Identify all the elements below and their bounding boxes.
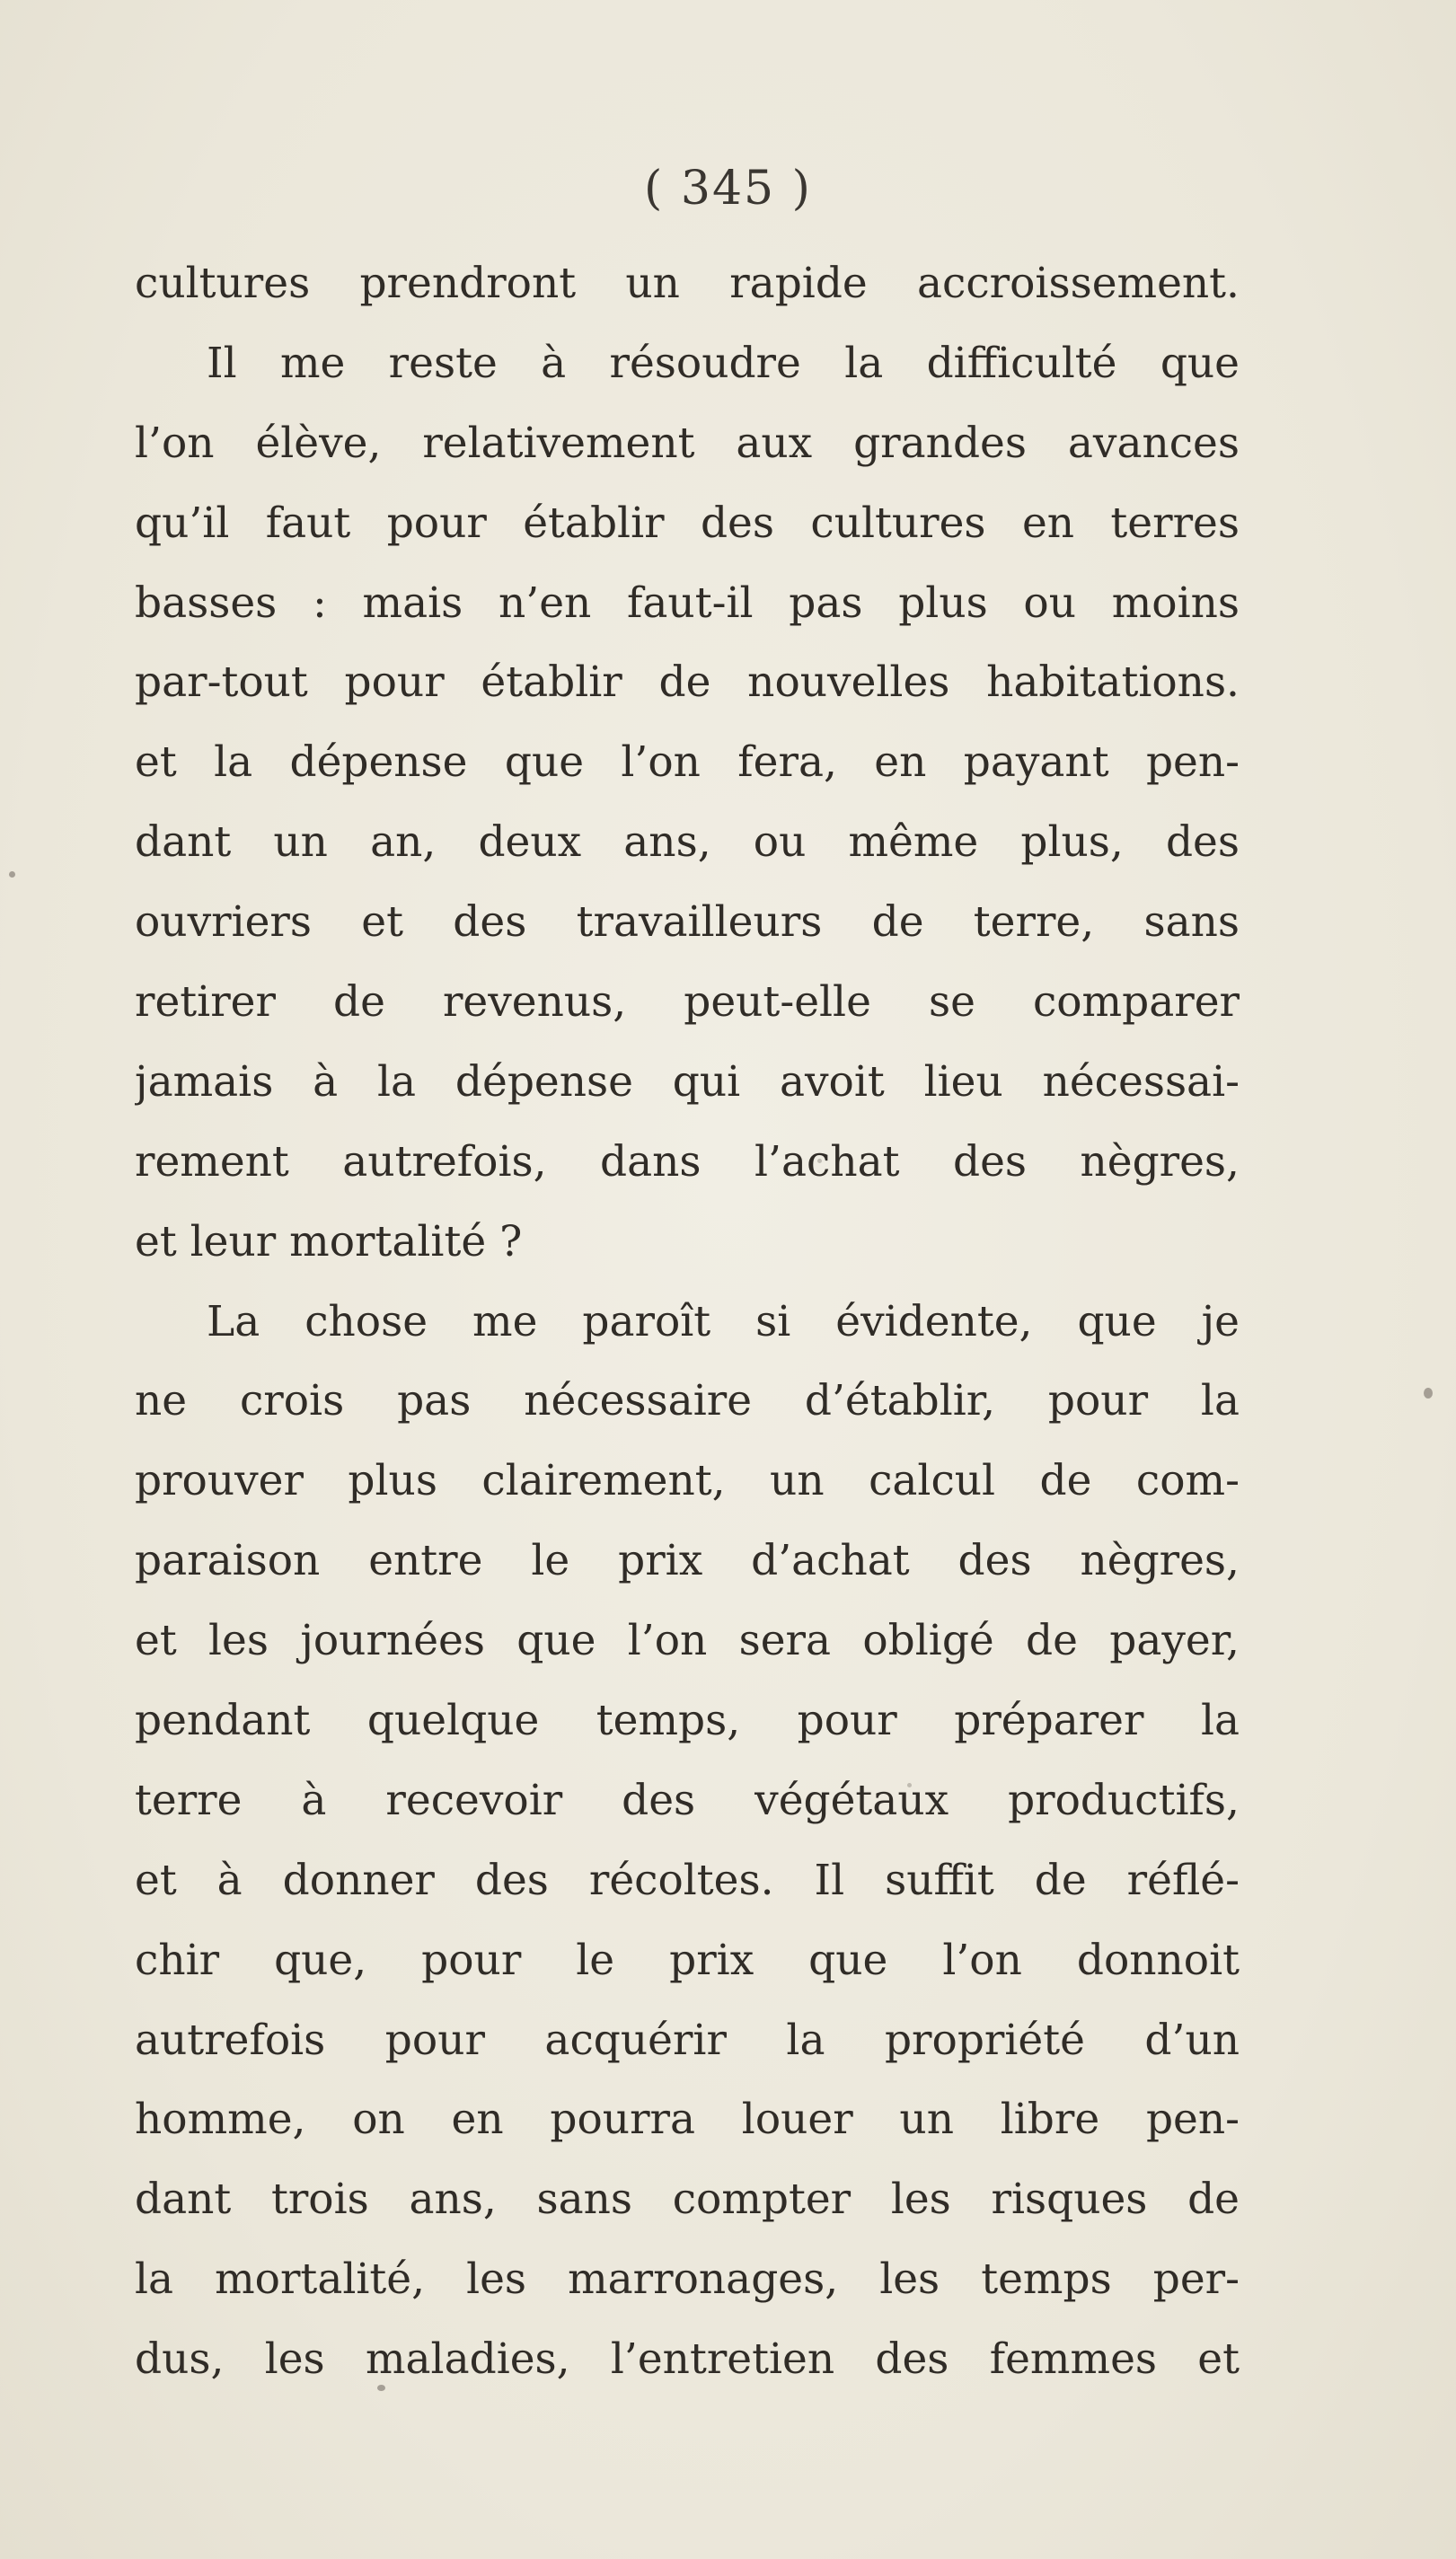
text-line: ouvriers et des travailleurs de terre, sans	[135, 897, 1240, 948]
text-line: La chose me paroît si évidente, que je	[207, 1296, 1240, 1346]
text-line: dant un an, deux ans, ou même plus, des	[135, 817, 1240, 868]
text-line: homme, on en pourra louer un libre pen-	[135, 2095, 1240, 2145]
text-line: jamais à la dépense qui avoit lieu nécessai-	[135, 1056, 1240, 1107]
text-line: qu’il faut pour établir des cultures en terres	[135, 498, 1240, 548]
text-line: retirer de revenus, peut-elle se comparer	[135, 977, 1240, 1028]
text-line: cultures prendront un rapide accroissement.	[135, 259, 1240, 308]
paper-speck	[9, 871, 15, 878]
text-line: prouver plus clairement, un calcul de com-	[135, 1456, 1240, 1506]
text-line: l’on élève, relativement aux grandes avances	[135, 418, 1240, 468]
text-line: dant trois ans, sans compter les risques de	[135, 2175, 1240, 2225]
text-line: paraison entre le prix d’achat des nègres,	[135, 1536, 1240, 1586]
text-line: chir que, pour le prix que l’on donnoit	[135, 1935, 1240, 1985]
text-line: dus, les maladies, l’entretien des femmes et	[135, 2334, 1240, 2385]
text-line: et à donner des récoltes. Il suffit de réflé-	[135, 1855, 1240, 1905]
paper-speck	[817, 1159, 822, 1163]
text-line: rement autrefois, dans l’achat des nègres,	[135, 1136, 1240, 1187]
text-line: Il me reste à résoudre la difficulté que	[207, 338, 1240, 388]
paper-speck	[377, 2385, 385, 2391]
paper-speck	[907, 1783, 912, 1787]
body-text	[135, 244, 1240, 2400]
text-line: et la dépense que l’on fera, en payant pen-	[135, 737, 1240, 788]
page-number: ( 345 )	[644, 162, 812, 216]
text-line: et les journées que l’on sera obligé de payer,	[135, 1616, 1240, 1666]
paper-speck	[1424, 1388, 1433, 1399]
text-line: pendant quelque temps, pour préparer la	[135, 1696, 1240, 1746]
text-line: la mortalité, les marronages, les temps per-	[135, 2255, 1240, 2305]
text-line: ne crois pas nécessaire d’établir, pour la	[135, 1376, 1240, 1426]
text-line: par-tout pour établir de nouvelles habitations.	[135, 657, 1240, 708]
text-line: autrefois pour acquérir la propriété d’un	[135, 2015, 1240, 2065]
text-line: terre à recevoir des végétaux productifs,	[135, 1775, 1240, 1825]
text-line: et leur mortalité ?	[135, 1216, 523, 1266]
text-line: basses : mais n’en faut-il pas plus ou moins	[135, 578, 1240, 628]
